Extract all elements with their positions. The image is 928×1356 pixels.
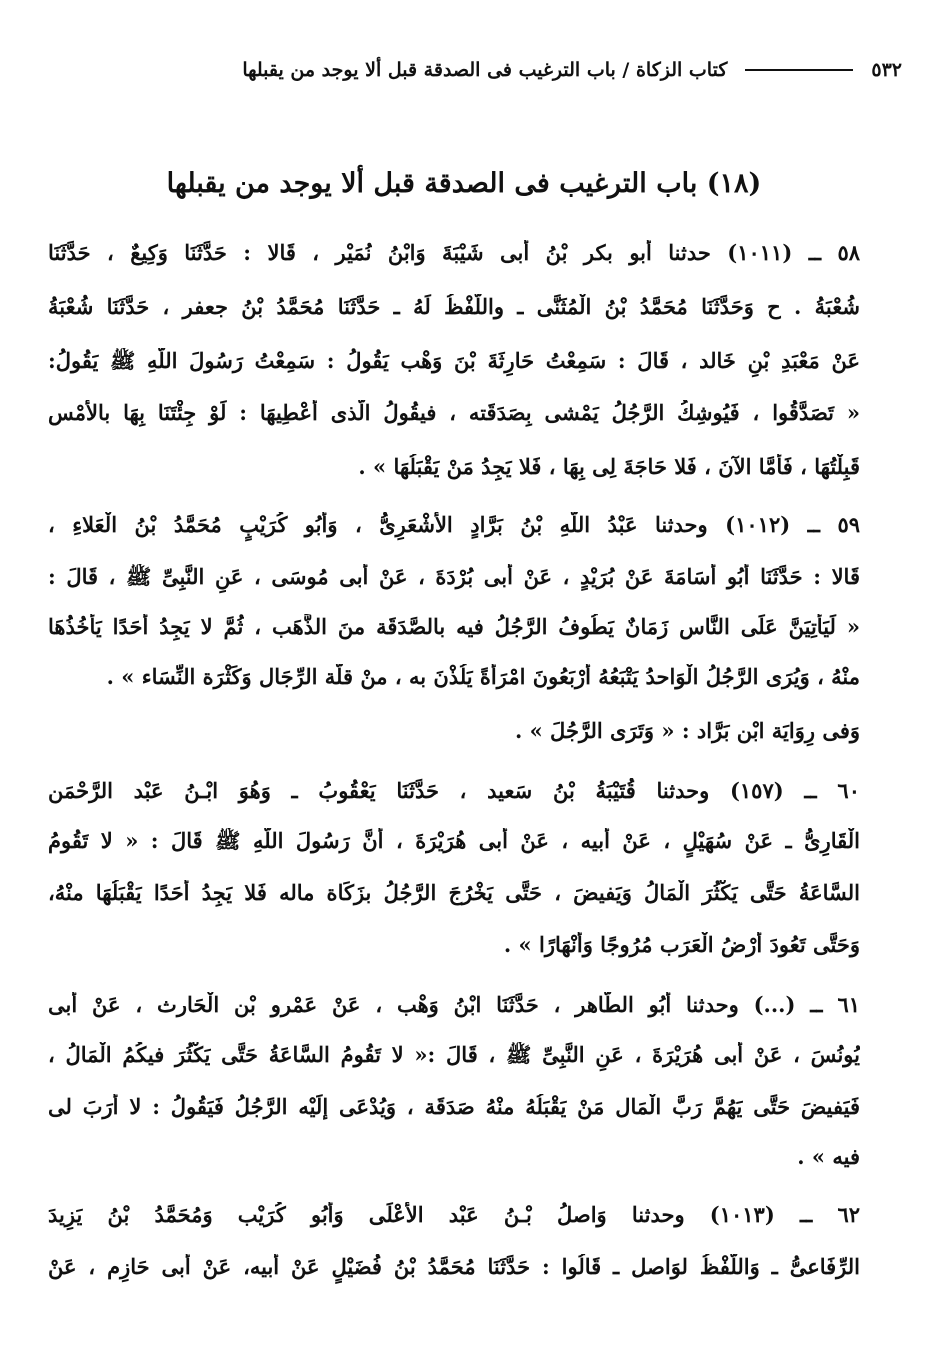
text-line: « تَصَدَّقُوا ، فَيُوشِكُ الرَّجُلُ يَمْشى بِصَدَقَته ، فيقُولُ الَّذى أُعْطِيهَا : لَوْ جِئْتَنَا بِهَا بالأمْس [48, 400, 860, 425]
running-title: كتاب الزكاة / باب الترغيب فى الصدقة قبل ألا يوجد من يقبلها [242, 59, 728, 81]
text-line: شُعْبَةُ . ح وَحَدَّثَنَا مُحَمَّدُ بْنُ الْمُثَنَّى ـ واللَّفْظُ لَهُ ـ حَدَّثَنَا مُحَمَّدُ بْنُ جعفر ، حَدَّثَنَا شُعْبَةُ [48, 294, 860, 319]
text-line: فَيَفيضَ حَتَّى يَهُمَّ رَبَّ الْمَال مَنْ يَقْبَلُهُ منْهُ صَدَقَة ، وَيُدْعَى إلَيْه الرَّجُلُ فَيَقُولُ : لا أَرَبَ لى [48, 1094, 860, 1119]
text-line: يُونُسَ ، عَنْ أبى هُرَيْرَةَ ، عَنِ النَّبِىِّ ﷺ ، قَالَ :« لا تَقُومُ السَّاعَةُ حَتَّى يَكْثُرَ فيكُمُ الْمَالُ ، [48, 1042, 860, 1067]
section-title: (١٨) باب الترغيب فى الصدقة قبل ألا يوجد من يقبلها [166, 168, 762, 199]
text-line: الْقَارِىُّ ـ عَنْ سُهَيْلٍ ، عَنْ أبيه ، عَنْ أبى هُرَيْرَةَ ، أَنَّ رَسُولَ اللّهِ ﷺ قَالَ : « لا تَقُومُ [48, 828, 860, 853]
text-line: ٥٩ ــ (١٠١٢) وحدثنا عَبْدُ اللّهِ بْنُ بَرَّادٍ الأَشْعَرِىُّ ، وَأَبُو كُرَيْبٍ مُحَمَّدُ بْنُ الْعَلاءِ ، [48, 512, 860, 537]
header-rule [745, 69, 853, 71]
text-line: وَحَتَّى تَعُودَ أَرْضُ الْعَرَب مُرُوجًا وَأَنْهَارًا » . [503, 932, 860, 957]
text-line: السَّاعَةُ حَتَّى يَكْثُرَ الْمَالُ وَيَفيضَ ، حَتَّى يَخْرُجَ الرَّجُلُ بزَكَاة ماله فَلا يَجِدُ أحَدًا يَقْبَلُهَا منْهُ، [48, 880, 860, 905]
text-line: وَفى رِوَايَة ابْن بَرَّاد : « وَتَرَى الرَّجُلَ » . [514, 718, 860, 743]
page-number: ٥٣٢ [871, 59, 902, 81]
text-line: ٦٢ ــ (١٠١٣) وحدثنا وَاصلُ بْـنُ عَبْد الأَعْلَى وَأبُو كُرَيْب وَمُحَمَّدُ بْنُ يَزِيدَ [48, 1202, 860, 1227]
text-line: منْهُ ، وَيُرَى الرَّجُلُ الْوَاحدُ يَتْبَعُهُ أَرْبَعُونَ امْرَأَةً يَلُذْنَ به ، منْ قلَّة الرِّجَال وَكَثْرَة النِّسَاء » . [106, 664, 860, 689]
text-line: الرِّفَاعىُّ ـ وَاللَّفْظُ لوَاصل ـ قَالُوا : حَدَّثَنَا مُحَمَّدُ بْنُ فُضَيْلٍ عَنْ أبيه، عَنْ أبى حَازِم ، عَنْ [48, 1254, 860, 1279]
text-line: قَبِلْتُهَا ، فَأَمَّا الآنَ ، فَلا حَاجَةَ لِى بِهَا ، فَلا يَجِدُ مَنْ يَقْبَلُهَا » . [358, 454, 860, 479]
text-line: عَنْ مَعْبَدِ بْنِ خَالد ، قَالَ : سَمِعْتُ حَارِثَةَ بْنَ وَهْب يَقُولُ : سَمِعْتُ رَسُولَ اللّهِ ﷺ يَقُولُ: [48, 348, 860, 373]
running-header [26, 50, 902, 90]
text-line: « لَيَأْتِيَنَّ عَلَى النَّاس زَمَانٌ يَطُوفُ الرَّجُلُ فيه بالصَّدَقَة منَ الذَّهَب ، ثُمَّ لا يَجِدُ أحَدًا يَأْخُذُهَا [48, 614, 860, 639]
text-line: ٦١ ــ (...) وحدثنا أبُو الطَّاهر ، حَدَّثَنَا ابْنُ وَهْب ، عَنْ عَمْرو بْن الْحَارث ، عَنْ أبى [48, 992, 860, 1017]
text-line: ٥٨ ــ (١٠١١) حدثنا أبو بكر بْنُ أبى شَيْبَةَ وَابْنُ نُمَيْر ، قَالا : حَدَّثَنَا وَكِيعٌ ، حَدَّثَنَا [48, 240, 860, 265]
text-line: ٦٠ ــ (١٥٧) وحدثنا قُتَيْبَةُ بْنُ سَعيد ، حَدَّثَنَا يَعْقُوبُ ـ وَهُوَ ابْـنُ عَبْد الرَّحْمَن [48, 778, 860, 803]
text-line: قَالا : حَدَّثَنَا أبُو أُسَامَةَ عَنْ بُرَيْدٍ ، عَنْ أبى بُرْدَةَ ، عَنْ أبى مُوسَى ، عَنِ النَّبِىِّ ﷺ ، قَالَ : [48, 564, 860, 589]
text-line: فيه » . [797, 1144, 860, 1169]
